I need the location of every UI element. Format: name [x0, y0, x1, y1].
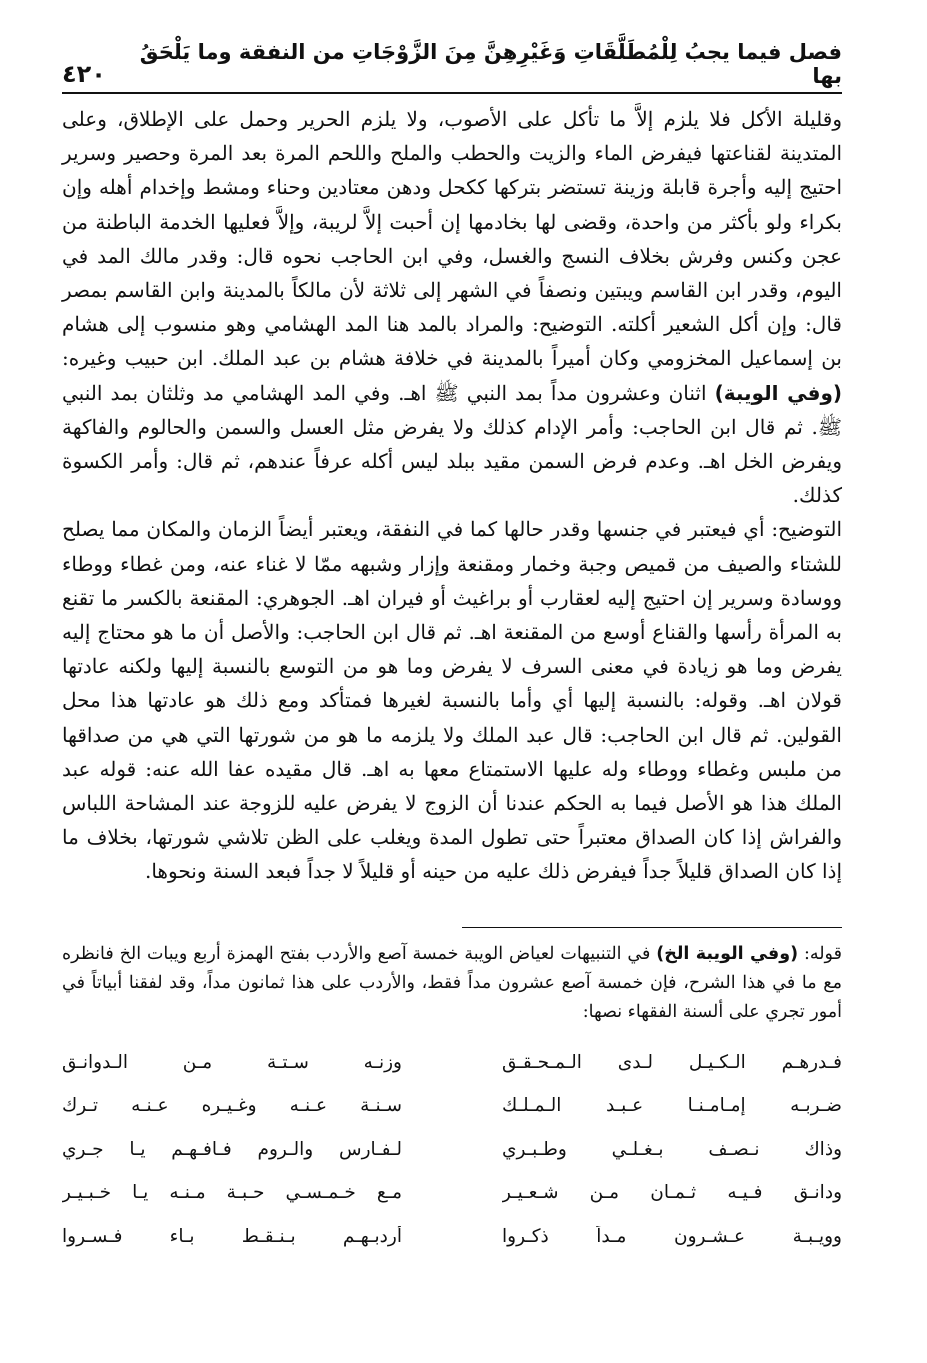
verse-first-hemistich: ودانـق فـيـه ثـمـان مـن شـعـيـر: [502, 1182, 842, 1204]
verse-first-hemistich: وذاك نـصـف بـغـلـي وطـبـري: [502, 1138, 842, 1160]
verse: [62, 1041, 842, 1085]
verse-first-hemistich: فـدرهـم الـكـيـل لـدى الـمـحـقـق: [502, 1051, 842, 1073]
bold-term: (وفي الويبة): [714, 380, 843, 405]
verse-second-hemistich: أردبـهـم بـنـقـط بـاء فـسـروا: [62, 1225, 402, 1247]
main-text: [62, 102, 842, 889]
verse-second-hemistich: لـفـارس والـروم فـافـهـم يـا جـري: [62, 1138, 402, 1160]
verse-first-hemistich: ضـربـه إمـامـنـا عـبـد الـمـلـك: [502, 1095, 842, 1117]
running-header: [62, 40, 842, 88]
verse: [62, 1128, 842, 1172]
verse-first-hemistich: وويـبـة عـشـرون مـداً ذكـروا: [502, 1225, 842, 1247]
chapter-title: فصل فيما يجبُ لِلْمُطَلَّقَاتِ وَغَيْرِهِنَّ مِنَ الزَّوْجَاتِ من النفقة وما يَلْحَقُ بها: [139, 40, 842, 88]
page: [62, 40, 843, 1258]
page-number: ٤٢٠: [62, 60, 106, 88]
verse-second-hemistich: مـع خـمـسـي حـبـة مـنـه يـا خـبـيـر: [62, 1182, 402, 1204]
poem: [62, 1041, 842, 1259]
verse: [62, 1215, 842, 1259]
verse: [62, 1171, 842, 1215]
footnote: قوله: (وفي الويبة الخ) في التنبيهات لعياض الويبة خمسة آصع والأردب بفتح الهمزة أربع ويبات الخ فانظره مع ما في هذا الشرح، فإن خمسة آصع عشرون مداً فقط، والأردب على هذا ثمانون مداً، وقد لفقنا أبياتاً في أمور تجري على ألسنة الفقهاء نصها:: [62, 943, 842, 1022]
header-rule: [62, 92, 842, 94]
verse-second-hemistich: وزنـه سـتـة مـن الـدوانـق: [62, 1051, 402, 1073]
paragraph: وقليلة الأكل فلا يلزم إلاَّ ما تأكل على الأصوب، ولا يلزم الحرير وحمل على الإطلاق، وعلى المتدينة لقناعتها فيفرض الماء والزيت والحطب والملح واللحم المرة بعد المرة وحصير وسرير احتيج إليه وأجرة قابلة وزينة تستضر بتركها ككحل ودهن معتادين وحناء ومشط وإخدام أهله وإن بكراء ولو بأكثر من واحدة، وقضى لها بخادمها إن أحبت إلاَّ لريبة، وإلاَّ فعليها الخدمة الباطنة من عجن وكنس وفرش بخلاف النسج والغسل، وفي ابن الحاجب نحوه قال: وقدر مالك المد في اليوم، وقدر ابن القاسم ويبتين ونصفاً في الشهر إلى ثلاثة لأن مالكاً بالمدينة وابن القاسم بمصر قال: وإن أكل الشعير أكلته. التوضيح: والمراد بالمد هنا المد الهشامي وهو منسوب إلى هشام بن إسماعيل المخزومي وكان أميراً بالمدينة في خلافة هشام بن عبد الملك. ابن حبيب وغيره: (وفي الويبة) اثنان وعشرون مداً بمد النبي ﷺ اهـ. وفي المد الهشامي مد وثلثان بمد النبي ﷺ. ثم قال ابن الحاجب: وأمر الإدام كذلك ولا يفرض مثل العسل والسمن والحالوم والفاكهة ويفرض الخل اهـ. وعدم فرض السمن مقيد ببلد ليس أكله عرفاً عندهم، ثم قال: وأمر الكسوة كذلك.: [62, 107, 843, 508]
verse-second-hemistich: سـنـة عـنـه وغـيـره عـنـه تـرك: [62, 1095, 402, 1117]
footnote-rule: [462, 927, 842, 928]
bold-term: (وفي الويبة الخ): [656, 943, 799, 964]
paragraph: التوضيح: أي فيعتبر في جنسها وقدر حالها كما في النفقة، ويعتبر أيضاً الزمان والمكان مما يصلح للشتاء والصيف من قميص وجبة وخمار ومقنعة وإزار وشبهه ممّا لا غناء عنه، ومن غطاء ووطاء ووسادة وسرير إن احتيج إليه لعقارب أو براغيث أو فيران اهـ. الجوهري: المقنعة بالكسر ما تقنع به المرأة رأسها والقناع أوسع من المقنعة اهـ. ثم قال ابن الحاجب: والأصل أن ما هو محتاج إليه يفرض وما هو زيادة في معنى السرف لا يفرض وما هو من التوسع بالنسبة إليها ولكنه عادتها قولان اهـ. وقوله: بالنسبة إليها أي وأما بالنسبة لغيرها فمتأكد ومع ذلك هو عادتها هذا محل القولين. ثم قال ابن الحاجب: قال عبد الملك ولا يلزمه ما هو من شورتها التي هي من صداقها من ملبس وغطاء ووطاء وله عليها الاستمتاع معها به اهـ. قال مقيده عفا الله عنه: قوله عبد الملك هذا هو الأصل فيما به الحكم عندنا أن الزوج لا يفرض عليه للزوجة عند المشاحة اللباس والفراش إذا كان الصداق معتبراً حتى تطول المدة ويغلب على الظن تلاشي شورتها، بخلاف ما إذا كان الصداق قليلاً جداً فيفرض ذلك عليه من حينه أو قليلاً لا جداً فبعد السنة ونحوها.: [62, 517, 842, 884]
verse: [62, 1084, 842, 1128]
